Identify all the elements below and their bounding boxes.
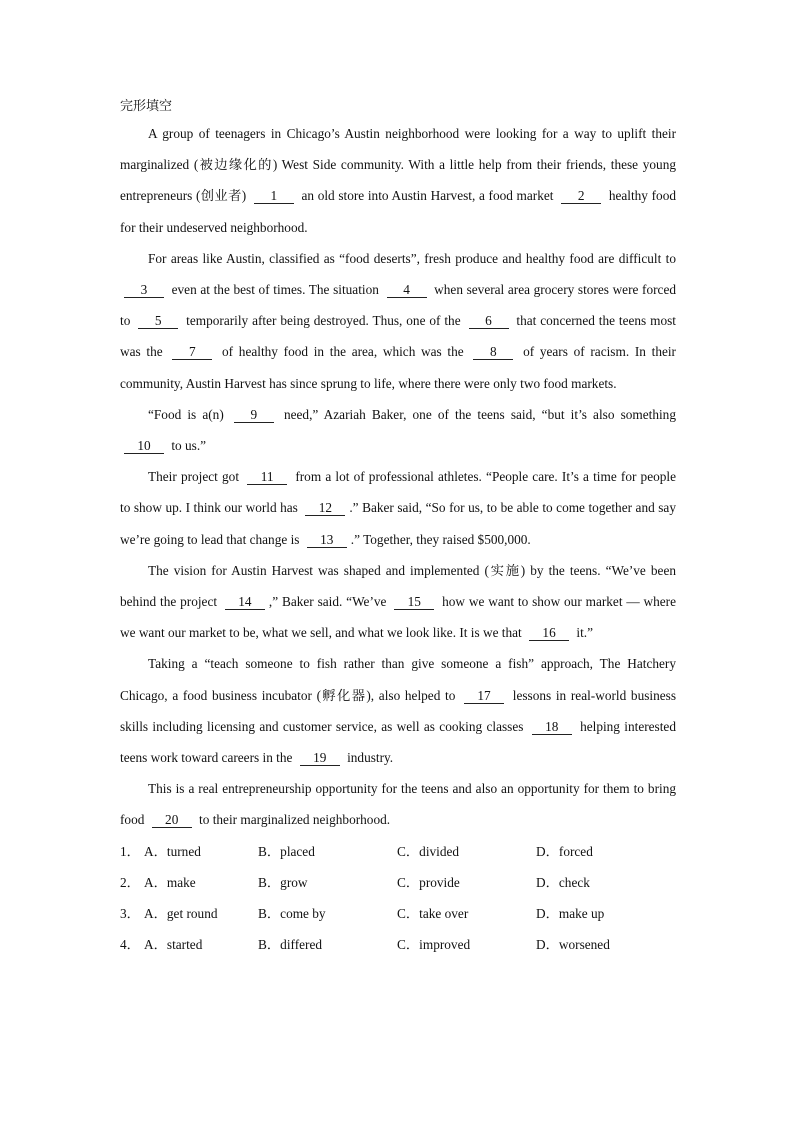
paragraph-text: For areas like Austin, classified as “food deserts”, fresh produce and healthy food are difficult to <box>148 250 676 266</box>
question-number: 3． <box>120 906 140 922</box>
passage-paragraph <box>120 773 676 835</box>
paragraph-text: of years of racism. In their community, Austin Harvest has since sprung to life, where there were only two food markets. <box>120 344 676 391</box>
option-d[interactable]: D．check <box>536 874 590 890</box>
paragraph-text: healthy food for their undeserved neighborhood. <box>120 188 676 235</box>
blank-6[interactable]: 6 <box>469 314 509 329</box>
blank-14[interactable]: 14 <box>225 595 265 610</box>
paragraph-text: lessons in real-world business skills including licensing and customer service, as well as cooking classes <box>120 687 676 734</box>
option-d[interactable]: D．worsened <box>536 937 610 953</box>
passage-paragraph <box>120 555 676 649</box>
paragraph-text: to us.” <box>168 438 207 454</box>
paragraph-text: Their project got <box>148 469 244 485</box>
passage-paragraph <box>120 118 676 243</box>
paragraph-text: to their marginalized neighborhood. <box>195 812 391 828</box>
option-a[interactable]: A．get round <box>144 906 218 922</box>
option-a[interactable]: A．make <box>144 874 196 890</box>
blank-3[interactable]: 3 <box>124 283 164 298</box>
blank-17[interactable]: 17 <box>464 689 504 704</box>
option-b[interactable]: B．differed <box>258 937 323 953</box>
paragraph-text: This is a real entrepreneurship opportunity for the teens and also an opportunity for them to bring food <box>120 781 676 828</box>
option-b[interactable]: B．placed <box>258 843 315 859</box>
passage <box>120 118 676 836</box>
question-number: 4． <box>120 937 140 953</box>
paragraph-text: how we want to show our market — where we want our market to be, what we sell, and what we look like. It is we that <box>120 594 676 641</box>
passage-paragraph <box>120 648 676 773</box>
paragraph-text: .” Together, they raised $500,000. <box>350 531 531 547</box>
blank-20[interactable]: 20 <box>152 813 192 828</box>
paragraph-text: industry. <box>343 750 394 766</box>
paragraph-text: need,” Azariah Baker, one of the teens said, “but it’s also something <box>277 406 676 422</box>
paragraph-text: .” Baker said, “So for us, to be able to come together and say we’re going to lead that change is <box>120 500 676 547</box>
blank-15[interactable]: 15 <box>394 595 434 610</box>
paragraph-text: A group of teenagers in Chicago’s Austin neighborhood were looking for a way to uplift their marginalized (被边缘化的) West Side community. With a little help from their friends, these young entrepreneurs (创业者) <box>120 126 676 204</box>
blank-9[interactable]: 9 <box>234 408 274 423</box>
option-c[interactable]: C．provide <box>397 874 460 890</box>
paragraph-text: ,” Baker said. “We’ve <box>268 594 391 610</box>
blank-12[interactable]: 12 <box>305 501 345 516</box>
passage-paragraph <box>120 461 676 555</box>
paragraph-text: of healthy food in the area, which was the <box>216 344 470 360</box>
passage-paragraph <box>120 243 676 399</box>
blank-16[interactable]: 16 <box>529 626 569 641</box>
question-number: 1． <box>120 843 140 859</box>
blank-4[interactable]: 4 <box>387 283 427 298</box>
paragraph-text: helping interested teens work toward careers in the <box>120 718 676 766</box>
blank-13[interactable]: 13 <box>307 533 347 548</box>
option-a[interactable]: A．started <box>144 937 203 953</box>
question-row <box>120 836 676 867</box>
blank-10[interactable]: 10 <box>124 439 164 454</box>
question-row <box>120 867 676 898</box>
paragraph-text: it.” <box>573 625 594 641</box>
paragraph-text: Taking a “teach someone to fish rather than give someone a fish” approach, The Hatchery Chicago, a food business incubator (孵化器), also helped to <box>120 656 676 703</box>
blank-7[interactable]: 7 <box>172 345 212 360</box>
option-c[interactable]: C．improved <box>397 937 471 953</box>
question-row <box>120 929 676 960</box>
paragraph-text: even at the best of times. The situation <box>168 282 383 298</box>
paragraph-text: when several area grocery stores were forced to <box>120 282 676 329</box>
option-b[interactable]: B．come by <box>258 906 326 922</box>
paragraph-text: from a lot of professional athletes. “People care. It’s a time for people to show up. I think our world has <box>120 469 676 516</box>
option-b[interactable]: B．grow <box>258 874 308 890</box>
paragraph-text: an old store into Austin Harvest, a food market <box>297 188 558 204</box>
blank-2[interactable]: 2 <box>561 189 601 204</box>
blank-19[interactable]: 19 <box>300 751 340 766</box>
section-title: 完形填空 <box>120 99 173 114</box>
paragraph-text: that concerned the teens most was the <box>120 313 676 360</box>
option-c[interactable]: C．take over <box>397 906 469 922</box>
document-page <box>120 96 676 960</box>
passage-paragraph <box>120 399 676 461</box>
paragraph-text: The vision for Austin Harvest was shaped and implemented (实施) by the teens. “We’ve been behind the project <box>120 562 676 610</box>
option-a[interactable]: A．turned <box>144 843 201 859</box>
question-number: 2． <box>120 874 140 890</box>
blank-5[interactable]: 5 <box>138 314 178 329</box>
option-d[interactable]: D．forced <box>536 843 593 859</box>
paragraph-text: temporarily after being destroyed. Thus, one of the <box>182 313 465 329</box>
paragraph-text: “Food is a(n) <box>148 406 230 422</box>
question-options <box>120 836 676 961</box>
blank-11[interactable]: 11 <box>247 470 287 485</box>
blank-18[interactable]: 18 <box>532 720 572 735</box>
option-d[interactable]: D．make up <box>536 906 605 922</box>
option-c[interactable]: C．divided <box>397 843 460 859</box>
question-row <box>120 898 676 929</box>
blank-1[interactable]: 1 <box>254 189 294 204</box>
blank-8[interactable]: 8 <box>473 345 513 360</box>
